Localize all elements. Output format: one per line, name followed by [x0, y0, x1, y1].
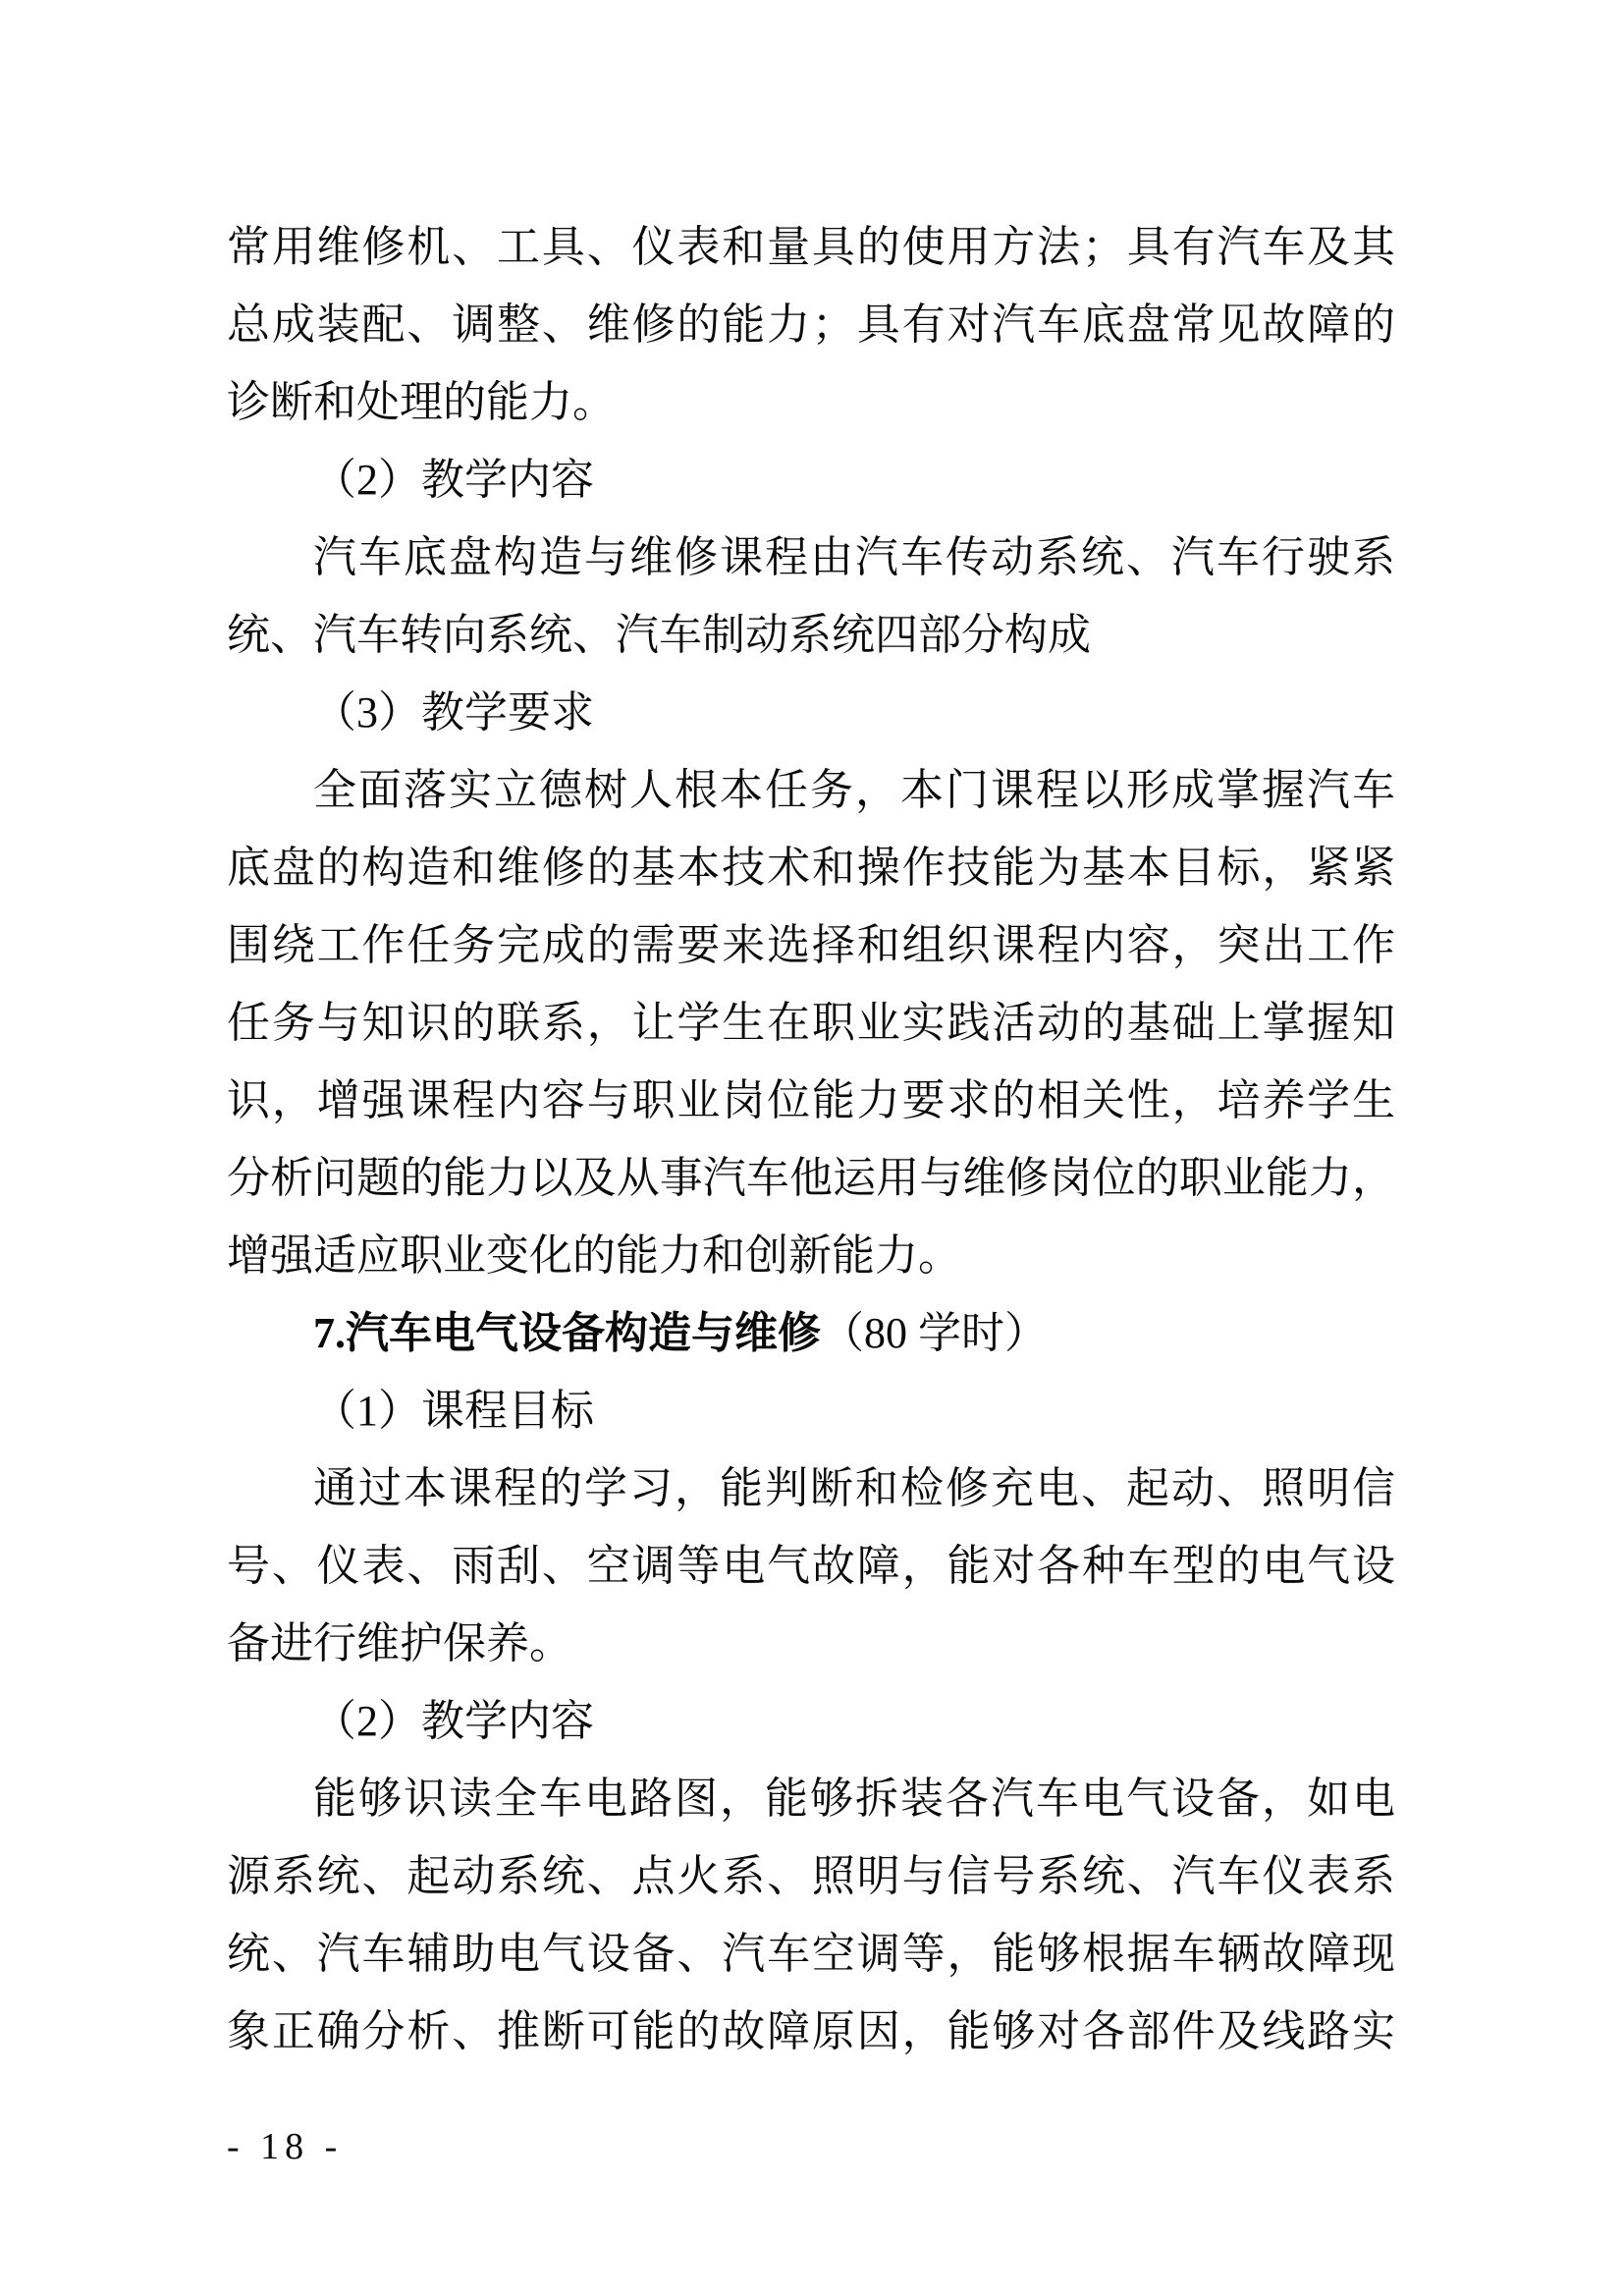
- text-line: 增强适应职业变化的能力和创新能力。: [227, 1231, 961, 1280]
- text-line: 备进行维护保养。: [227, 1619, 572, 1667]
- text-line: 统、汽车辅助电气设备、汽车空调等，能够根据车辆故障现: [227, 1930, 1395, 1978]
- text-line: 总成装配、调整、维修的能力；具有对汽车底盘常见故障的: [227, 301, 1395, 349]
- text-line: 常用维修机、工具、仪表和量具的使用方法；具有汽车及其: [227, 223, 1395, 271]
- text-line: 识，增强课程内容与职业岗位能力要求的相关性，培养学生: [227, 1076, 1395, 1124]
- text-line: 能够识读全车电路图，能够拆装各汽车电气设备，如电: [313, 1775, 1395, 1823]
- text-line: 号、仪表、雨刮、空调等电气故障，能对各种车型的电气设: [227, 1542, 1395, 1590]
- text-line: 源系统、起动系统、点火系、照明与信号系统、汽车仪表系: [227, 1852, 1395, 1900]
- text-line: 围绕工作任务完成的需要来选择和组织课程内容，突出工作: [227, 921, 1395, 969]
- text-line: 任务与知识的联系，让学生在职业实践活动的基础上掌握知: [227, 999, 1395, 1047]
- list-label-line: （3）教学要求: [313, 688, 594, 737]
- heading-bold-text: 7.汽车电气设备构造与维修: [313, 1309, 821, 1357]
- text-line: 底盘的构造和维修的基本技术和操作技能为基本目标，紧紧: [227, 844, 1395, 892]
- text-line: 通过本课程的学习，能判断和检修充电、起动、照明信: [313, 1464, 1395, 1512]
- list-label-line: （2）教学内容: [313, 1697, 594, 1745]
- page-number: - 18 -: [227, 2126, 344, 2167]
- text-line: 分析问题的能力以及从事汽车他运用与维修岗位的职业能力，: [227, 1154, 1395, 1202]
- section-heading: [227, 1294, 1395, 1372]
- document-body: [227, 208, 1395, 2070]
- heading-regular-text: （80 学时）: [821, 1309, 1048, 1357]
- list-label-line: （1）课程目标: [313, 1387, 594, 1435]
- text-line: 诊断和处理的能力。: [227, 378, 616, 426]
- list-label-line: （2）教学内容: [313, 456, 594, 504]
- text-line: 统、汽车转向系统、汽车制动系统四部分构成: [227, 611, 1091, 659]
- text-line: 象正确分析、推断可能的故障原因，能够对各部件及线路实: [227, 2007, 1395, 2055]
- text-line: 汽车底盘构造与维修课程由汽车传动系统、汽车行驶系: [313, 533, 1395, 581]
- text-line: 全面落实立德树人根本任务，本门课程以形成掌握汽车: [313, 766, 1395, 814]
